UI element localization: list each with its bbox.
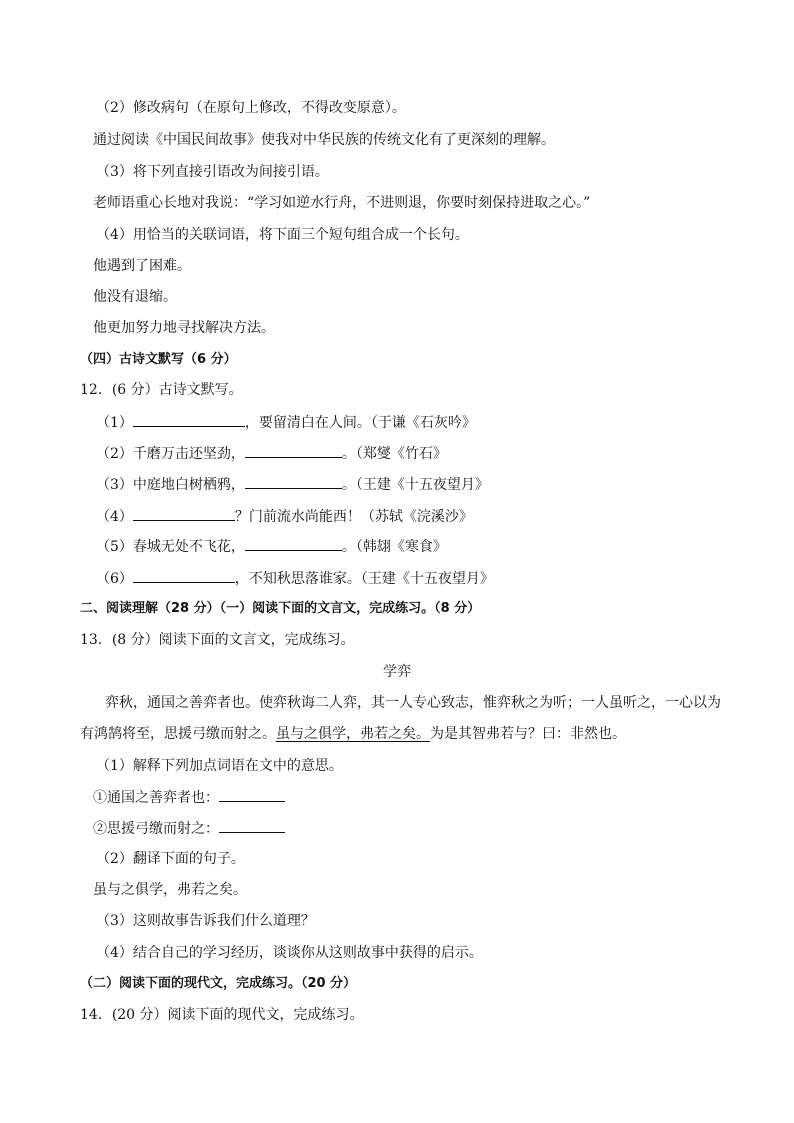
- modern-reading-heading: （二）阅读下面的现代文，完成练习。（20 分）: [80, 976, 357, 991]
- passage-title: 学弈: [383, 664, 411, 680]
- section4-heading: （四）古诗文默写（6 分）: [80, 352, 237, 367]
- q13-part4-label: （4）结合自己的学习经历，谈谈你从这则故事中获得的启示。: [96, 945, 483, 961]
- q12-item-4: （4） ？门前流水尚能西！（苏轼《浣溪沙》: [96, 506, 473, 527]
- q13-part1-item-a: ①通国之善弈者也：: [93, 787, 285, 808]
- q13-part2-sentence: 虽与之俱学，弗若之矣。: [93, 882, 247, 898]
- q11-part4-label: （4）用恰当的关联词语，将下面三个短句组合成一个长句。: [96, 227, 469, 243]
- answer-blank[interactable]: [133, 568, 235, 583]
- q12-item-6: （6） ，不知秋思落谁家。（王建《十五夜望月》: [96, 568, 494, 589]
- q12-stem: 12．(6 分）古诗文默写。: [80, 382, 243, 398]
- answer-blank[interactable]: [245, 536, 342, 551]
- q13-part1-item-b: ②思援弓缴而射之：: [93, 818, 285, 839]
- q11-part3-sentence: 老师语重心长地对我说：“学习如逆水行舟，不进则退，你要时刻保持进取之心。”: [93, 195, 591, 211]
- q12-item-3: （3）中庭地白树栖鸦， 。（王建《十五夜望月》: [96, 474, 489, 495]
- answer-blank[interactable]: [133, 412, 245, 427]
- q12-item-2: （2）千磨万击还坚劲， 。（郑燮《竹石》: [96, 443, 447, 464]
- answer-blank[interactable]: [133, 506, 235, 521]
- answer-blank[interactable]: [219, 787, 285, 802]
- underlined-sentence: 虽与之俱学，弗若之矣。: [276, 726, 430, 742]
- q13-stem: 13．(8 分）阅读下面的文言文，完成练习。: [80, 632, 355, 648]
- answer-blank[interactable]: [219, 818, 285, 833]
- q12-item-1: （1） ，要留清白在人间。（于谦《石灰吟》: [96, 412, 476, 433]
- q11-part4-short-sentence-2: 他没有退缩。: [93, 289, 177, 305]
- q11-part3-label: （3）将下列直接引语改为间接引语。: [96, 164, 329, 180]
- answer-blank[interactable]: [245, 474, 342, 489]
- q14-stem: 14．(20 分）阅读下面的现代文，完成练习。: [80, 1007, 364, 1023]
- passage-line-1: 弈秋，通国之善弈者也。使弈秋诲二人弈，其一人专心致志，惟弈秋之为听；一人虽听之，一心以为: [105, 695, 721, 711]
- answer-blank[interactable]: [245, 443, 342, 458]
- q11-part2-label: （2）修改病句（在原句上修改，不得改变原意）。: [96, 100, 406, 116]
- part2-heading: 二、阅读理解（28 分）（一）阅读下面的文言文，完成练习。（8 分）: [80, 601, 481, 616]
- q11-part2-sentence: 通过阅读《中国民间故事》使我对中华民族的传统文化有了更深刻的理解。: [93, 132, 555, 148]
- passage-line-2: 有鸿鹄将至，思援弓缴而射之。虽与之俱学，弗若之矣。为是其智弗若与？曰：非然也。: [80, 726, 626, 742]
- q13-part3-label: （3）这则故事告诉我们什么道理？: [96, 913, 315, 929]
- q12-item-5: （5）春城无处不飞花， 。（韩翃《寒食》: [96, 536, 447, 557]
- q13-part1-label: （1）解释下列加点词语在文中的意思。: [96, 758, 343, 774]
- q13-part2-label: （2）翻译下面的句子。: [96, 851, 245, 867]
- q11-part4-short-sentence-1: 他遇到了困难。: [93, 258, 191, 274]
- q11-part4-short-sentence-3: 他更加努力地寻找解决方法。: [93, 320, 275, 336]
